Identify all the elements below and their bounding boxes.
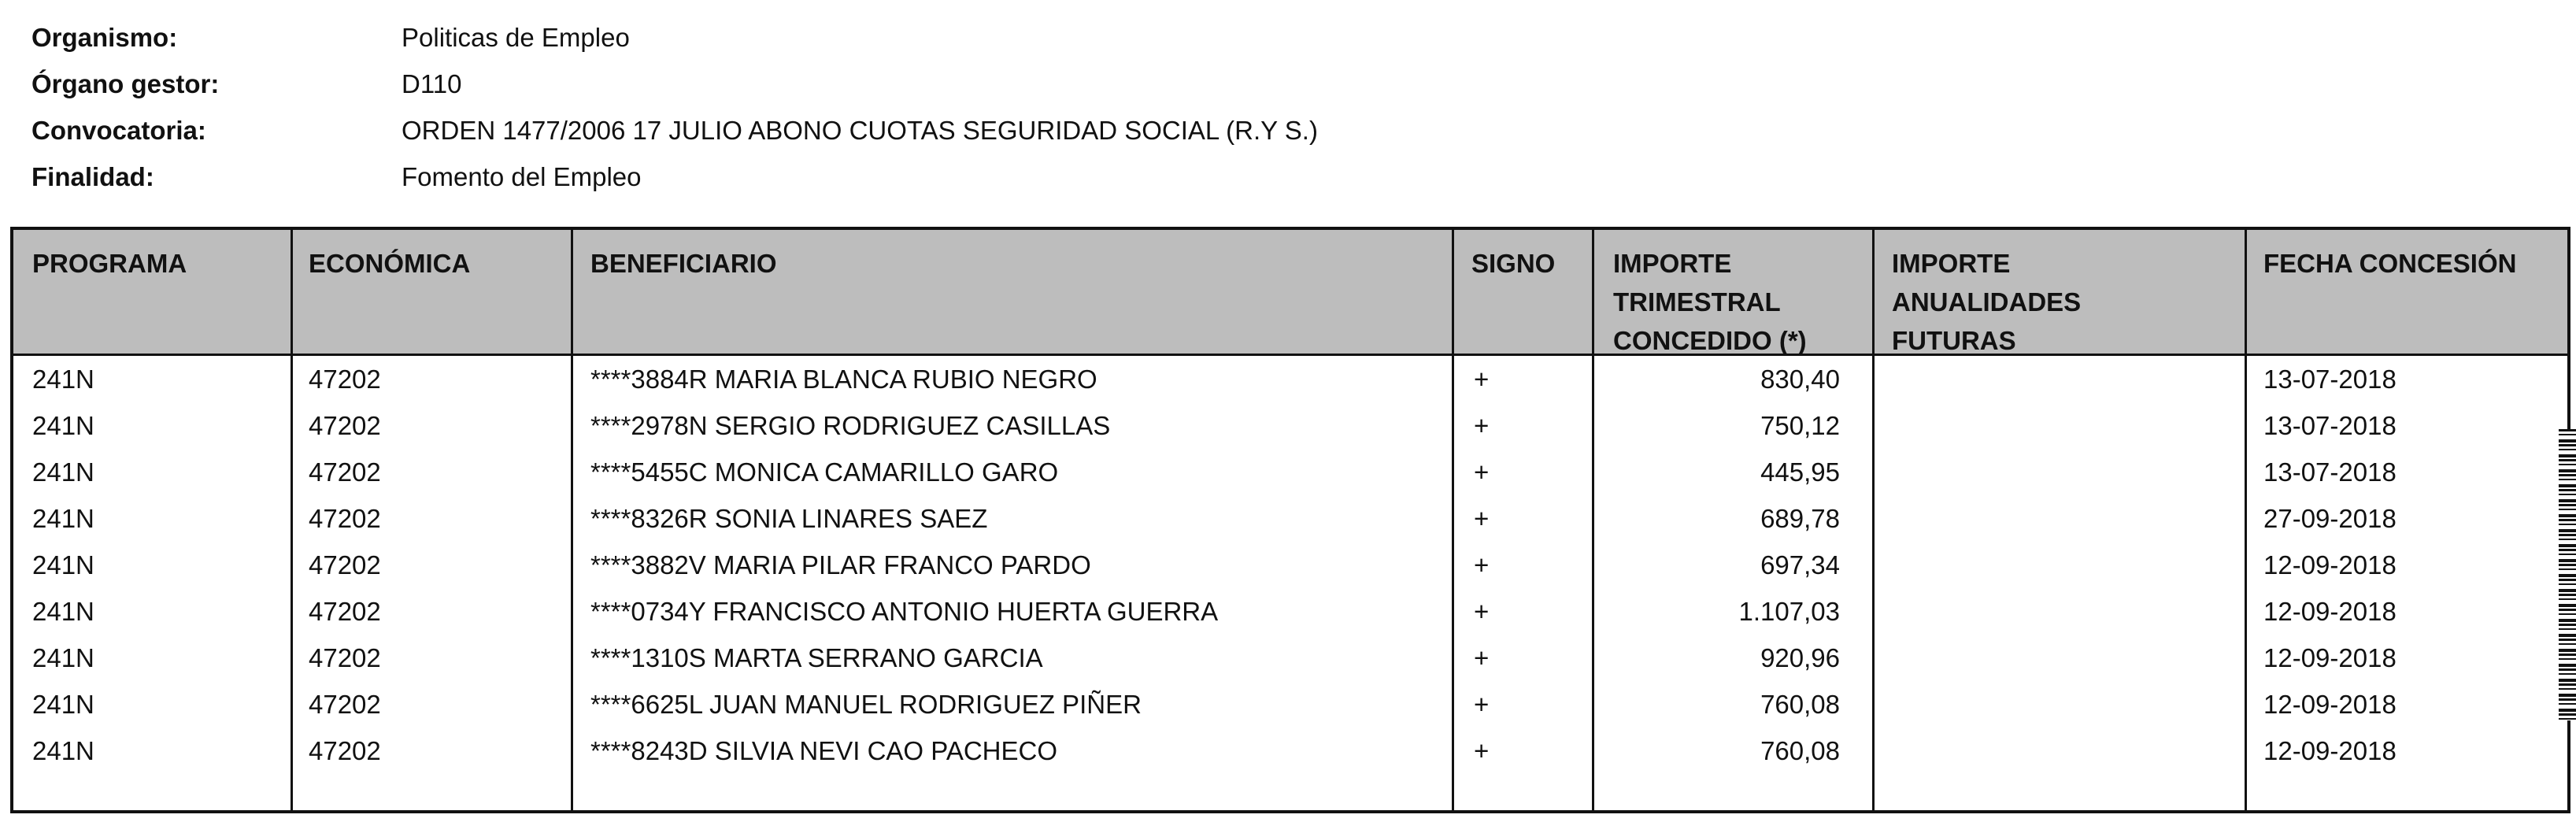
finalidad-row	[31, 154, 1921, 200]
cell-beneficiario: ****5455C MONICA CAMARILLO GARO	[590, 457, 1059, 487]
cell-importe: 445,95	[1760, 457, 1840, 487]
column-divider	[1592, 230, 1594, 810]
cell-importe: 750,12	[1760, 411, 1840, 440]
cell-fecha-concesion: 12-09-2018	[2263, 690, 2396, 719]
organo-gestor-value: D110	[402, 68, 462, 98]
column-dividers	[13, 230, 2567, 810]
cell-fecha-concesion: 12-09-2018	[2263, 643, 2396, 672]
document-header	[31, 14, 1921, 200]
cell-economica: 47202	[309, 411, 381, 440]
header-programa: PROGRAMA	[32, 249, 187, 278]
header-importe-anualidades-line-1: IMPORTE	[1892, 249, 2011, 278]
convocatoria-label: Convocatoria:	[31, 115, 206, 145]
cell-fecha-concesion: 12-09-2018	[2263, 550, 2396, 579]
cell-programa: 241N	[32, 550, 94, 579]
cell-importe: 920,96	[1760, 643, 1840, 672]
cell-importe: 697,34	[1760, 550, 1840, 579]
organo-gestor-row	[31, 61, 1921, 107]
cell-beneficiario: ****8326R SONIA LINARES SAEZ	[590, 504, 988, 533]
organismo-value: Politicas de Empleo	[402, 22, 630, 52]
cell-economica: 47202	[309, 550, 381, 579]
cell-fecha-concesion: 13-07-2018	[2263, 365, 2396, 394]
convocatoria-value: ORDEN 1477/2006 17 JULIO ABONO CUOTAS SEGURIDAD SOCIAL (R.Y S.)	[402, 115, 1318, 145]
cell-beneficiario: ****0734Y FRANCISCO ANTONIO HUERTA GUERRA	[590, 597, 1219, 626]
cell-economica: 47202	[309, 736, 381, 765]
column-divider	[571, 230, 573, 810]
cell-beneficiario: ****3884R MARIA BLANCA RUBIO NEGRO	[590, 365, 1097, 394]
header-signo: SIGNO	[1471, 249, 1556, 278]
cell-programa: 241N	[32, 643, 94, 672]
header-importe-trimestral-line-2: TRIMESTRAL	[1613, 287, 1781, 317]
cell-economica: 47202	[309, 597, 381, 626]
cell-signo: +	[1474, 504, 1490, 533]
cell-programa: 241N	[32, 597, 94, 626]
cell-signo: +	[1474, 550, 1490, 579]
column-divider	[1452, 230, 1454, 810]
cell-programa: 241N	[32, 504, 94, 533]
cell-signo: +	[1474, 597, 1490, 626]
cell-programa: 241N	[32, 457, 94, 487]
cell-programa: 241N	[32, 365, 94, 394]
finalidad-value: Fomento del Empleo	[402, 161, 642, 191]
cell-importe: 760,08	[1760, 690, 1840, 719]
cell-signo: +	[1474, 736, 1490, 765]
cell-fecha-concesion: 13-07-2018	[2263, 411, 2396, 440]
cell-signo: +	[1474, 643, 1490, 672]
cell-signo: +	[1474, 457, 1490, 487]
cell-programa: 241N	[32, 736, 94, 765]
cell-fecha-concesion: 13-07-2018	[2263, 457, 2396, 487]
header-importe-trimestral-line-3: CONCEDIDO (*)	[1613, 326, 1807, 355]
header-fecha-concesion: FECHA CONCESIÓN	[2263, 249, 2517, 278]
cell-economica: 47202	[309, 504, 381, 533]
cell-beneficiario: ****6625L JUAN MANUEL RODRIGUEZ PIÑER	[590, 690, 1142, 719]
cell-economica: 47202	[309, 365, 381, 394]
cell-importe: 760,08	[1760, 736, 1840, 765]
cell-importe: 830,40	[1760, 365, 1840, 394]
organo-gestor-label: Órgano gestor:	[31, 68, 220, 98]
cell-economica: 47202	[309, 643, 381, 672]
header-economica: ECONÓMICA	[309, 249, 471, 278]
cell-fecha-concesion: 12-09-2018	[2263, 597, 2396, 626]
cell-signo: +	[1474, 365, 1490, 394]
finalidad-label: Finalidad:	[31, 161, 154, 191]
cell-economica: 47202	[309, 690, 381, 719]
cell-economica: 47202	[309, 457, 381, 487]
cell-signo: +	[1474, 690, 1490, 719]
organismo-label: Organismo:	[31, 22, 178, 52]
column-divider	[291, 230, 293, 810]
header-importe-anualidades-line-2: ANUALIDADES	[1892, 287, 2082, 317]
cell-signo: +	[1474, 411, 1490, 440]
header-beneficiario: BENEFICIARIO	[590, 249, 777, 278]
cell-beneficiario: ****1310S MARTA SERRANO GARCIA	[590, 643, 1043, 672]
header-importe-anualidades-line-3: FUTURAS	[1892, 326, 2016, 355]
organismo-row	[31, 14, 1921, 61]
cell-importe: 1.107,03	[1738, 597, 1840, 626]
cell-beneficiario: ****2978N SERGIO RODRIGUEZ CASILLAS	[590, 411, 1111, 440]
header-importe-trimestral-line-1: IMPORTE	[1613, 249, 1732, 278]
barcode-image	[2559, 429, 2576, 720]
cell-beneficiario: ****3882V MARIA PILAR FRANCO PARDO	[590, 550, 1091, 579]
cell-beneficiario: ****8243D SILVIA NEVI CAO PACHECO	[590, 736, 1058, 765]
column-divider	[2245, 230, 2247, 810]
column-divider	[1872, 230, 1875, 810]
cell-importe: 689,78	[1760, 504, 1840, 533]
cell-programa: 241N	[32, 690, 94, 719]
cell-programa: 241N	[32, 411, 94, 440]
convocatoria-row	[31, 107, 1921, 154]
concesiones-table	[10, 227, 2570, 813]
cell-fecha-concesion: 12-09-2018	[2263, 736, 2396, 765]
cell-fecha-concesion: 27-09-2018	[2263, 504, 2396, 533]
